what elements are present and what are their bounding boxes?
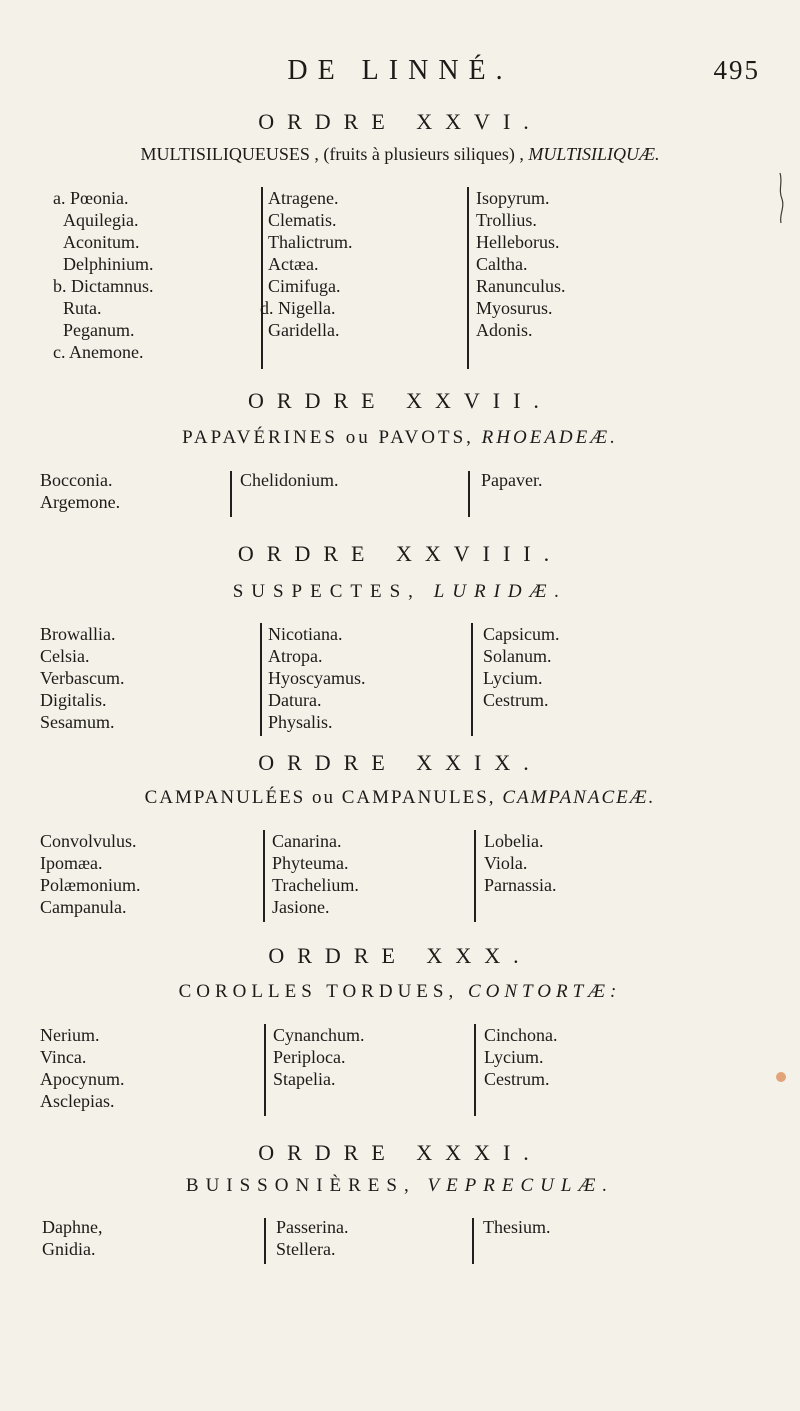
genus-entry: Viola. bbox=[484, 853, 528, 873]
genera-column-1 bbox=[40, 469, 120, 513]
genera-column-1 bbox=[42, 1216, 102, 1260]
genus-entry: Solanum. bbox=[483, 646, 552, 666]
genus-entry: Aconitum. bbox=[63, 232, 140, 252]
genera-column-1 bbox=[40, 830, 141, 918]
genus-entry: Argemone. bbox=[40, 492, 121, 512]
genus-entry: Ipomæa. bbox=[40, 853, 103, 873]
genus-entry: Isopyrum. bbox=[476, 188, 550, 208]
genus-entry: Clematis. bbox=[268, 210, 337, 230]
genera-list bbox=[0, 1024, 800, 1124]
genus-entry: Nicotiana. bbox=[268, 624, 343, 644]
genus-entry: Cestrum. bbox=[484, 1069, 550, 1089]
genus-entry: Peganum. bbox=[63, 320, 135, 340]
genus-entry: Lycium. bbox=[483, 668, 543, 688]
column-rule bbox=[263, 830, 265, 922]
genus-entry: d. Nigella. bbox=[260, 298, 336, 318]
subtitle-french: MULTISILIQUEUSES , (fruits à plusieurs siliques) , bbox=[140, 144, 524, 164]
genera-column-3 bbox=[484, 830, 556, 896]
genus-entry: Thalictrum. bbox=[268, 232, 353, 252]
column-rule bbox=[261, 187, 263, 369]
genera-list bbox=[0, 469, 800, 529]
order-heading: ORDRE XXVI. bbox=[258, 109, 542, 134]
subtitle-latin: MULTISILIQUÆ. bbox=[528, 144, 660, 164]
genus-entry: Ranunculus. bbox=[476, 276, 566, 296]
genus-entry: Delphinium. bbox=[63, 254, 154, 274]
order-heading: ORDRE XXVIII. bbox=[237, 541, 563, 566]
genus-entry: Lycium. bbox=[484, 1047, 544, 1067]
genus-entry: Celsia. bbox=[40, 646, 90, 666]
genus-entry: Physalis. bbox=[268, 712, 333, 732]
column-rule bbox=[230, 471, 232, 517]
column-rule bbox=[474, 830, 476, 922]
genus-entry: Phyteuma. bbox=[272, 853, 349, 873]
genus-entry: Periploca. bbox=[273, 1047, 346, 1067]
page-number: 495 bbox=[713, 55, 760, 85]
genus-entry: Verbascum. bbox=[40, 668, 125, 688]
genus-entry: Apocynum. bbox=[40, 1069, 125, 1089]
genus-entry: Adonis. bbox=[476, 320, 533, 340]
genera-column-2 bbox=[268, 623, 366, 733]
subtitle-latin: RHOEADEÆ. bbox=[481, 427, 618, 448]
subtitle-french: SUSPECTES, bbox=[232, 581, 421, 602]
genus-entry: Campanula. bbox=[40, 897, 127, 917]
genus-entry: Atragene. bbox=[268, 188, 339, 208]
genus-entry: Garidella. bbox=[268, 320, 340, 340]
genus-entry: Canarina. bbox=[272, 831, 342, 851]
subtitle-french: CAMPANULÉES ou CAMPANULES, bbox=[144, 787, 496, 808]
genus-entry: Ruta. bbox=[63, 298, 102, 318]
genus-entry: b. Dictamnus. bbox=[53, 276, 154, 296]
order-subtitle bbox=[0, 428, 800, 447]
column-rule bbox=[260, 623, 262, 736]
column-rule bbox=[474, 1024, 476, 1116]
genus-entry: Cynanchum. bbox=[273, 1025, 365, 1045]
genus-entry: Cestrum. bbox=[483, 690, 549, 710]
subtitle-latin: LURIDÆ. bbox=[433, 581, 568, 602]
genera-column-2 bbox=[276, 1216, 348, 1260]
genera-column-2 bbox=[240, 469, 339, 491]
column-rule bbox=[264, 1218, 266, 1264]
genera-list bbox=[0, 1216, 800, 1268]
genera-list bbox=[0, 830, 800, 926]
genera-column-2 bbox=[272, 830, 359, 918]
order-subtitle bbox=[0, 145, 800, 163]
genera-column-1 bbox=[40, 1024, 125, 1112]
genera-list bbox=[0, 187, 800, 377]
subtitle-latin: CONTORTÆ: bbox=[467, 981, 622, 1002]
genera-column-3 bbox=[483, 623, 560, 711]
genera-list bbox=[0, 623, 800, 739]
column-rule bbox=[471, 623, 473, 736]
genus-entry: Thesium. bbox=[483, 1217, 551, 1237]
column-rule bbox=[264, 1024, 266, 1116]
genus-entry: Capsicum. bbox=[483, 624, 560, 644]
genus-entry: Nerium. bbox=[40, 1025, 100, 1045]
genus-entry: Daphne, bbox=[42, 1217, 103, 1237]
genus-entry: Jasione. bbox=[272, 897, 330, 917]
running-head: DE LINNÉ. bbox=[287, 55, 513, 86]
order-heading: ORDRE XXVII. bbox=[248, 388, 552, 413]
genus-entry: Hyoscyamus. bbox=[268, 668, 366, 688]
genus-entry: Polæmonium. bbox=[40, 875, 141, 895]
genus-entry: Lobelia. bbox=[484, 831, 544, 851]
genus-entry: Stellera. bbox=[276, 1239, 336, 1259]
genus-entry: a. Pœonia. bbox=[53, 188, 129, 208]
genus-entry: Cimifuga. bbox=[268, 276, 341, 296]
genus-entry: Bocconia. bbox=[40, 470, 113, 490]
genus-entry: Trollius. bbox=[476, 210, 537, 230]
genus-entry: Digitalis. bbox=[40, 690, 107, 710]
genus-entry: Parnassia. bbox=[484, 875, 557, 895]
genus-entry: Sesamum. bbox=[40, 712, 115, 732]
order-heading: ORDRE XXIX. bbox=[258, 750, 542, 775]
order-heading: ORDRE XXXI. bbox=[258, 1140, 542, 1165]
genera-column-2 bbox=[273, 1024, 365, 1090]
column-rule bbox=[467, 187, 469, 369]
order-subtitle bbox=[0, 582, 800, 601]
column-rule bbox=[468, 471, 470, 517]
genus-entry: Aquilegia. bbox=[63, 210, 139, 230]
genus-entry: Gnidia. bbox=[42, 1239, 96, 1259]
genus-entry: c. Anemone. bbox=[53, 342, 144, 362]
genus-entry: Datura. bbox=[268, 690, 322, 710]
genus-entry: Vinca. bbox=[40, 1047, 87, 1067]
order-subtitle bbox=[0, 1176, 800, 1195]
genus-entry: Myosurus. bbox=[476, 298, 553, 318]
genus-entry: Helleborus. bbox=[476, 232, 560, 252]
genus-entry: Browallia. bbox=[40, 624, 116, 644]
genera-column-2 bbox=[260, 187, 353, 341]
subtitle-latin: CAMPANACEÆ. bbox=[502, 787, 656, 808]
genus-entry: Cinchona. bbox=[484, 1025, 558, 1045]
column-rule bbox=[472, 1218, 474, 1264]
subtitle-french: PAPAVÉRINES ou PAVOTS, bbox=[182, 427, 474, 448]
genus-entry: Papaver. bbox=[481, 470, 543, 490]
subtitle-french: BUISSONIÈRES, bbox=[185, 1175, 416, 1196]
order-heading: ORDRE XXX. bbox=[268, 943, 532, 968]
genus-entry: Trachelium. bbox=[272, 875, 359, 895]
genera-column-3 bbox=[484, 1024, 558, 1090]
genus-entry: Atropa. bbox=[268, 646, 323, 666]
genus-entry: Asclepias. bbox=[40, 1091, 115, 1111]
genus-entry: Chelidonium. bbox=[240, 470, 339, 490]
genera-column-3 bbox=[481, 469, 542, 491]
order-subtitle bbox=[0, 982, 800, 1001]
genera-column-3 bbox=[476, 187, 566, 341]
genera-column-1 bbox=[53, 187, 154, 363]
order-subtitle bbox=[0, 788, 800, 807]
genus-entry: Actæa. bbox=[268, 254, 319, 274]
genus-entry: Stapelia. bbox=[273, 1069, 336, 1089]
genera-column-3 bbox=[483, 1216, 551, 1238]
genera-column-1 bbox=[40, 623, 124, 733]
subtitle-french: COROLLES TORDUES, bbox=[178, 981, 459, 1002]
genus-entry: Caltha. bbox=[476, 254, 528, 274]
genus-entry: Passerina. bbox=[276, 1217, 349, 1237]
genus-entry: Convolvulus. bbox=[40, 831, 137, 851]
page-header bbox=[0, 55, 800, 95]
subtitle-latin: VEPRECULÆ. bbox=[427, 1175, 615, 1196]
